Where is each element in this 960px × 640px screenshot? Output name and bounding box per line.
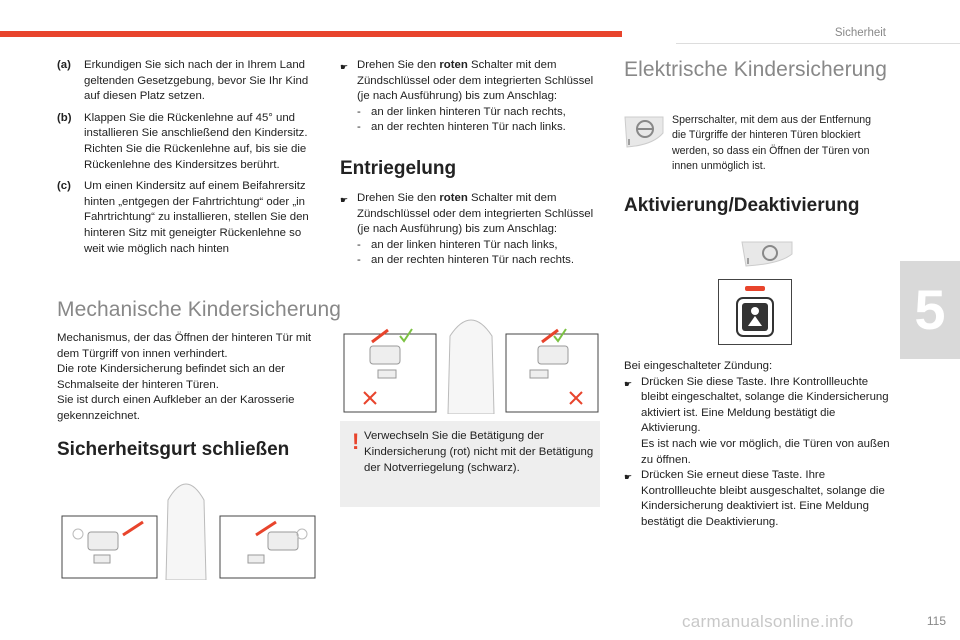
step-b: [57, 111, 319, 173]
car-unlock-diagram: [342, 312, 600, 414]
lock-instruction: [340, 58, 602, 105]
steering-wheel-icon: [623, 113, 667, 149]
lock-dash-item: - an der rechten hinteren Tür nach links.: [340, 120, 602, 136]
section-divider: [676, 43, 960, 44]
mech-title: Mechanische Kindersicherung: [57, 298, 342, 321]
exclamation-icon: !: [352, 429, 360, 454]
press-text-1b: Es ist nach wie vor möglich, die Türen von außen zu öffnen.: [641, 437, 890, 466]
lock-dash-text: an der rechten hinteren Tür nach links.: [371, 121, 566, 134]
step-a: [57, 58, 319, 105]
pointer-arrow-icon: ☛: [624, 378, 633, 389]
ignition-text: Bei eingeschalteter Zündung:: [624, 360, 773, 372]
press-text-1: [641, 375, 894, 469]
step-text-1: Klappen Sie die Rückenlehne auf 45° und installieren Sie anschließend den Kindersitz.: [84, 111, 308, 140]
warning-text: Verwechseln Sie die Betätigung der Kindersicherung (rot) nicht mit der Betätigung der Notverriegelung (schwarz).: [364, 430, 594, 474]
activation-title: Aktivierung/Deaktivierung: [624, 195, 860, 216]
middle-column: [340, 58, 602, 136]
step-label: (a): [57, 59, 71, 71]
chapter-number: 5: [914, 278, 946, 341]
step-label: (b): [57, 111, 72, 124]
unlock-text-post: Schalter mit dem Zündschlüssel oder dem integrierten Schlüssel (je nach Ausführung) bis zum Anschlag:: [357, 192, 594, 236]
unlock-text: [357, 191, 602, 238]
child-lock-icon: [719, 280, 791, 344]
left-column: [57, 58, 319, 263]
unlock-dash-text: an der rechten hinteren Tür nach rechts.: [371, 254, 575, 267]
watermark: carmanualsonline.info: [682, 612, 854, 631]
press-text-1a: Drücken Sie diese Taste. Ihre Kontrollleuchte bleibt eingeschaltet, solange die Kindersicherung aktiviert ist. Eine Meldung bestätigt die Aktivierung.: [641, 375, 889, 435]
lock-dash-text: an der linken hinteren Tür nach rechts,: [371, 105, 566, 118]
warning-box: [340, 421, 600, 507]
lock-illustration-left: [58, 470, 318, 580]
lock-dash-item: - an der linken hinteren Tür nach rechts,: [340, 105, 602, 121]
unlock-dash-item: - an der linken hinteren Tür nach links,: [340, 238, 602, 254]
press-instruction-2: [624, 468, 894, 530]
top-accent-bar: [0, 31, 622, 37]
page-number: 115: [926, 614, 946, 628]
press-instruction-1: [624, 375, 894, 469]
lock-text: [357, 58, 602, 105]
section-header: Sicherheit: [834, 27, 886, 39]
mech-line: Die rote Kindersicherung befindet sich an der Schmalseite der hinteren Türen.: [57, 363, 285, 391]
car-lock-diagram: [58, 470, 318, 580]
activation-block: [624, 359, 894, 531]
unlock-title: Entriegelung: [340, 158, 457, 179]
lock-text-pre: Drehen Sie den: [357, 59, 440, 71]
belt-title: Sicherheitsgurt schließen: [57, 439, 290, 460]
step-text-2: Richten Sie die Rückenlehne auf, bis sie die Rückenlehne des Kindersitzes berührt.: [84, 142, 307, 171]
press-text-2: Drücken Sie erneut diese Taste. Ihre Kontrollleuchte bleibt ausgeschaltet, solange die Kindersicherung deaktiviert ist. Eine Meldung bestätigt die Deaktivierung.: [641, 469, 885, 528]
dashboard-icon: [740, 240, 795, 268]
electric-title: Elektrische Kindersicherung: [624, 58, 887, 81]
unlock-instruction: [340, 191, 602, 238]
unlock-dash-item: - an der rechten hinteren Tür nach rechts.: [340, 253, 602, 269]
lock-text-post: Schalter mit dem Zündschlüssel oder dem integrierten Schlüssel (je nach Ausführung) bis zum Anschlag:: [357, 59, 594, 103]
mech-line: Sie ist durch einen Aufkleber an der Karosserie gekennzeichnet.: [57, 394, 295, 422]
lock-text-bold: roten: [439, 59, 468, 71]
step-c: [57, 179, 319, 257]
mech-description: [57, 331, 319, 425]
step-text: [84, 111, 319, 173]
electric-intro: Sperrschalter, mit dem aus der Entfernung die Türgriffe der hinteren Türen blockiert werden, so dass ein Öffnen der Türen von innen unmöglich ist.: [672, 114, 872, 173]
unlock-text-pre: Drehen Sie den: [357, 192, 440, 204]
step-text: Erkundigen Sie sich nach der in Ihrem Land geltenden Gesetzgebung, bevor Sie Ihr Kind auf diesen Platz setzen.: [84, 59, 309, 103]
mech-line: Mechanismus, der das Öffnen der hinteren Tür mit dem Türgriff von innen verhindert.: [57, 332, 312, 360]
unlock-text-bold: roten: [439, 192, 468, 204]
step-text: Um einen Kindersitz auf einem Beifahrersitz hinten „entgegen der Fahrtrichtung“ oder „in Fahrtrichtung“ zu installieren, stellen Sie den hinteren Sitz mit geneigter Rückenlehne so weit wie möglich nach hinten: [84, 180, 309, 255]
step-label: (c): [57, 180, 71, 193]
child-lock-button-figure: [718, 279, 792, 345]
unlock-dash-text: an der linken hinteren Tür nach links,: [371, 238, 558, 251]
unlock-block: [340, 191, 602, 269]
pointer-arrow-icon: ☛: [624, 472, 633, 483]
unlock-illustration: [342, 312, 600, 414]
chapter-tab: [900, 261, 960, 359]
pointer-arrow-icon: ☛: [340, 62, 349, 72]
pointer-arrow-icon: ☛: [340, 195, 349, 205]
